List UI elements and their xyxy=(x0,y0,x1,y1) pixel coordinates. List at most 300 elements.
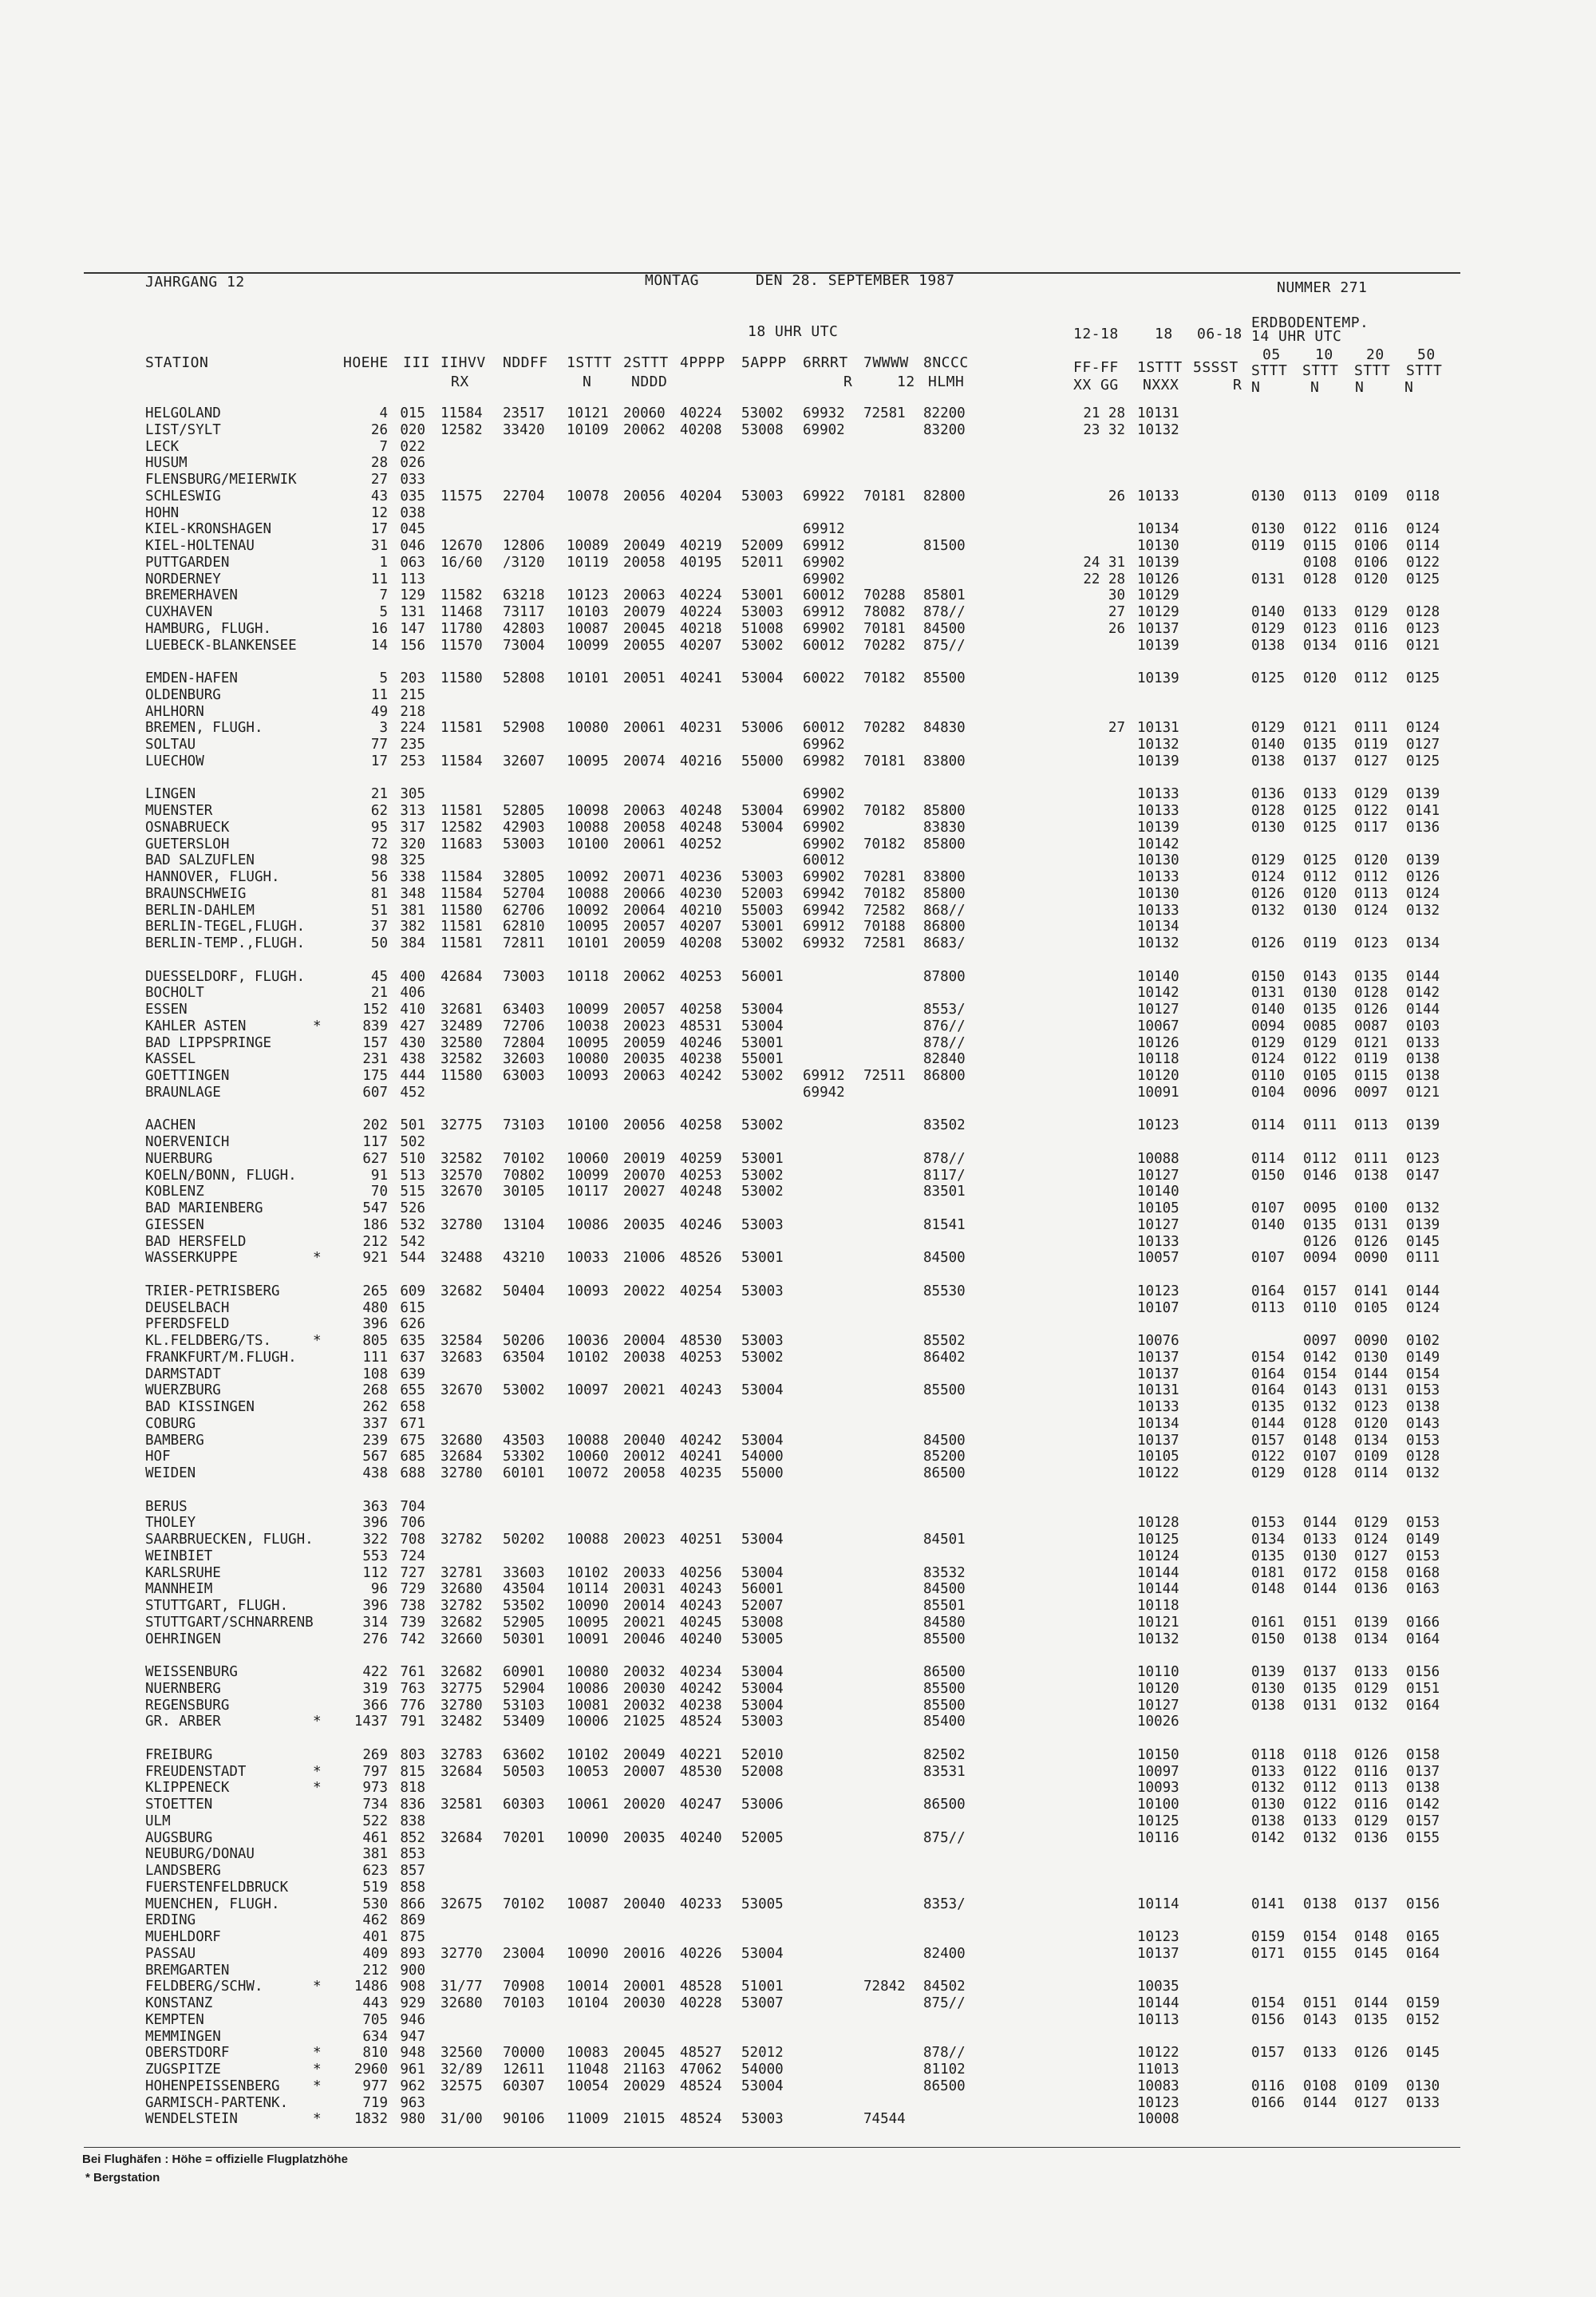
grp-1sttt: 10053 xyxy=(567,1763,609,1780)
elevation: 438 xyxy=(362,1465,388,1481)
footnote-mountain: * Bergstation xyxy=(85,2171,160,2184)
grp-r1sttt: 10131 xyxy=(1137,405,1179,421)
soil-50: 0124 xyxy=(1406,1299,1440,1316)
station-name: GIESSEN xyxy=(145,1216,204,1233)
grp-2sttt: 20056 xyxy=(623,1117,666,1134)
grp-5appp: 55001 xyxy=(741,1051,784,1068)
soil-05: 0150 xyxy=(1251,968,1286,985)
grp-5appp: 53004 xyxy=(741,1018,784,1034)
grp-2sttt: 20057 xyxy=(623,919,666,935)
grp-2sttt: 20049 xyxy=(623,1746,666,1763)
station-id: 063 xyxy=(400,554,425,571)
grp-2sttt: 20059 xyxy=(623,1034,666,1051)
soil-10: 0112 xyxy=(1303,1780,1337,1797)
grp-2sttt: 20021 xyxy=(623,1614,666,1631)
grp-5appp: 56001 xyxy=(741,1581,784,1598)
grp-1sttt: 10054 xyxy=(567,2078,609,2094)
station-id: 235 xyxy=(400,737,425,753)
grp-4pppp: 40208 xyxy=(680,935,722,951)
elevation: 269 xyxy=(362,1746,388,1763)
grp-4pppp: 40251 xyxy=(680,1532,722,1548)
soil-20: 0130 xyxy=(1354,1349,1389,1366)
grp-iihvv: 11584 xyxy=(440,753,483,769)
grp-r1sttt: 10131 xyxy=(1137,1382,1179,1399)
grp-4pppp: 48528 xyxy=(680,1979,722,1995)
grp-5appp: 54000 xyxy=(741,2062,784,2078)
grp-6rrrt: 69962 xyxy=(803,737,845,753)
grp-r1sttt: 10144 xyxy=(1137,1581,1179,1598)
station-name: KAHLER ASTEN xyxy=(145,1018,247,1034)
grp-4pppp: 48530 xyxy=(680,1333,722,1349)
grp-8nccc: 85800 xyxy=(923,803,966,819)
period-18: 18 xyxy=(1155,326,1173,342)
table-row xyxy=(0,1995,1596,2011)
grp-nddff: 70201 xyxy=(503,1829,545,1846)
grp-4pppp: 47062 xyxy=(680,2062,722,2078)
soil-10: 0128 xyxy=(1303,1415,1337,1432)
grp-r1sttt: 10134 xyxy=(1137,919,1179,935)
soil-05: 0129 xyxy=(1251,1465,1286,1481)
grp-r1sttt: 10144 xyxy=(1137,1564,1179,1581)
elevation: 1 xyxy=(379,554,388,571)
elevation: 98 xyxy=(370,852,388,869)
table-row xyxy=(0,1979,1596,1995)
soil-20: 0121 xyxy=(1354,1034,1389,1051)
soil-10: 0132 xyxy=(1303,1829,1337,1846)
soil-20: 0148 xyxy=(1354,1929,1389,1945)
soil-50: 0154 xyxy=(1406,1366,1440,1382)
grp-nddff: 53409 xyxy=(503,1714,545,1730)
table-row xyxy=(0,1433,1596,1449)
grp-2sttt: 20063 xyxy=(623,587,666,604)
grp-5appp: 53001 xyxy=(741,587,784,604)
soil-05: 0164 xyxy=(1251,1366,1286,1382)
grp-2sttt: 20059 xyxy=(623,935,666,951)
grp-r1sttt: 10137 xyxy=(1137,1366,1179,1382)
soil-50: 0142 xyxy=(1406,1797,1440,1813)
grp-r1sttt: 11013 xyxy=(1137,2062,1179,2078)
station-name: FELDBERG/SCHW. xyxy=(145,1979,263,1995)
grp-2sttt: 20062 xyxy=(623,421,666,438)
station-id: 947 xyxy=(400,2028,425,2045)
grp-4pppp: 40226 xyxy=(680,1945,722,1962)
table-row xyxy=(0,852,1596,868)
grp-r1sttt: 10067 xyxy=(1137,1018,1179,1034)
table-row xyxy=(0,472,1596,488)
grp-r1sttt: 10076 xyxy=(1137,1333,1179,1349)
grp-iihvv: 32582 xyxy=(440,1051,483,1068)
station-name: HOHENPEISSENBERG xyxy=(145,2078,280,2094)
grp-4pppp: 40243 xyxy=(680,1382,722,1399)
grp-1sttt: 10099 xyxy=(567,637,609,654)
elevation: 108 xyxy=(362,1366,388,1382)
table-row xyxy=(0,1465,1596,1481)
grp-6rrrt: 69932 xyxy=(803,405,845,421)
elevation: 480 xyxy=(362,1299,388,1316)
table-row xyxy=(0,869,1596,885)
soil-10: 0125 xyxy=(1303,852,1337,869)
grp-5appp: 53004 xyxy=(741,803,784,819)
grp-1sttt: 10078 xyxy=(567,488,609,504)
mountain-station-mark: * xyxy=(313,1333,322,1349)
mountain-station-mark: * xyxy=(313,1018,322,1034)
table-row xyxy=(0,1714,1596,1730)
grp-8nccc: 83800 xyxy=(923,869,966,885)
grp-8nccc: 878// xyxy=(923,604,966,620)
grp-6rrrt: 69912 xyxy=(803,604,845,620)
grp-8nccc: 8683/ xyxy=(923,935,966,951)
grp-nddff: 53103 xyxy=(503,1697,545,1714)
grp-6rrrt: 60012 xyxy=(803,637,845,654)
station-name: FREIBURG xyxy=(145,1746,213,1763)
soil-05: 0113 xyxy=(1251,1299,1286,1316)
soil-50: 0165 xyxy=(1406,1929,1440,1945)
station-name: AHLHORN xyxy=(145,703,204,720)
soil-20: 0138 xyxy=(1354,1167,1389,1184)
soil-05: 0154 xyxy=(1251,1349,1286,1366)
station-id: 035 xyxy=(400,488,425,504)
elevation: 396 xyxy=(362,1316,388,1333)
grp-7wwww: 72581 xyxy=(863,405,906,421)
grp-1sttt: 10092 xyxy=(567,869,609,885)
table-row xyxy=(0,670,1596,686)
grp-r1sttt: 10123 xyxy=(1137,1117,1179,1134)
elevation: 705 xyxy=(362,2011,388,2028)
grp-2sttt: 20060 xyxy=(623,405,666,421)
grp-r1sttt: 10127 xyxy=(1137,1167,1179,1184)
elevation: 276 xyxy=(362,1631,388,1647)
soil-05: 0134 xyxy=(1251,1532,1286,1548)
elevation: 28 xyxy=(370,455,388,472)
grp-2sttt: 20064 xyxy=(623,902,666,919)
table-row xyxy=(0,1085,1596,1101)
col-hoehe: HOEHE xyxy=(343,354,389,371)
soil-10: 0129 xyxy=(1303,1034,1337,1051)
soil-50: 0138 xyxy=(1406,1068,1440,1084)
grp-8nccc: 86500 xyxy=(923,1664,966,1680)
table-row xyxy=(0,2111,1596,2127)
grp-1sttt: 10088 xyxy=(567,1432,609,1449)
grp-4pppp: 40224 xyxy=(680,587,722,604)
grp-6rrrt: 60012 xyxy=(803,852,845,869)
elevation: 49 xyxy=(370,703,388,720)
grp-nddff: 12806 xyxy=(503,538,545,554)
grp-r1sttt: 10126 xyxy=(1137,571,1179,587)
station-name: WUERZBURG xyxy=(145,1382,221,1399)
soil-05: 0138 xyxy=(1251,1813,1286,1829)
soil-50: 0130 xyxy=(1406,2078,1440,2094)
grp-5appp: 53001 xyxy=(741,1150,784,1167)
soil-10: 0126 xyxy=(1303,1233,1337,1250)
station-id: 381 xyxy=(400,902,425,919)
table-row xyxy=(0,538,1596,554)
grp-r1sttt: 10114 xyxy=(1137,1896,1179,1912)
grp-nddff: 72811 xyxy=(503,935,545,951)
grp-2sttt: 20020 xyxy=(623,1797,666,1813)
station-id: 803 xyxy=(400,1746,425,1763)
elevation: 401 xyxy=(362,1929,388,1945)
station-name: MUENCHEN, FLUGH. xyxy=(145,1896,280,1912)
grp-5appp: 55003 xyxy=(741,902,784,919)
soil-05: 0133 xyxy=(1251,1763,1286,1780)
elevation: 265 xyxy=(362,1283,388,1299)
grp-5appp: 53002 xyxy=(741,1184,784,1200)
elevation: 14 xyxy=(370,637,388,654)
grp-2sttt: 20063 xyxy=(623,1068,666,1084)
table-row xyxy=(0,1382,1596,1398)
grp-iihvv: 32780 xyxy=(440,1465,483,1481)
grp-r1sttt: 10130 xyxy=(1137,852,1179,869)
station-id: 338 xyxy=(400,869,425,885)
grp-7wwww: 70188 xyxy=(863,919,906,935)
soil-20: 0119 xyxy=(1354,1051,1389,1068)
soil-05: 0136 xyxy=(1251,786,1286,803)
grp-1sttt: 10090 xyxy=(567,1598,609,1614)
col-soil-50: STTT xyxy=(1406,362,1443,379)
grp-4pppp: 40224 xyxy=(680,405,722,421)
grp-iihvv: 11780 xyxy=(440,620,483,637)
soil-10: 0115 xyxy=(1303,538,1337,554)
table-row xyxy=(0,1051,1596,1067)
grp-nddff: 52904 xyxy=(503,1680,545,1697)
wind-ff: 24 31 xyxy=(1083,554,1125,571)
soil-20: 0120 xyxy=(1354,852,1389,869)
station-id: 639 xyxy=(400,1366,425,1382)
grp-1sttt: 10072 xyxy=(567,1465,609,1481)
soil-50: 0139 xyxy=(1406,852,1440,869)
grp-8nccc: 8553/ xyxy=(923,1002,966,1018)
mountain-station-mark: * xyxy=(313,1763,322,1780)
soil-20: 0129 xyxy=(1354,1680,1389,1697)
col-soil-20-sub: N xyxy=(1355,379,1365,396)
grp-iihvv: 32584 xyxy=(440,1333,483,1349)
station-name: WENDELSTEIN xyxy=(145,2111,238,2128)
table-row xyxy=(0,1068,1596,1084)
grp-8nccc: 82502 xyxy=(923,1746,966,1763)
soil-10: 0148 xyxy=(1303,1432,1337,1449)
table-row xyxy=(0,488,1596,504)
grp-4pppp: 40258 xyxy=(680,1002,722,1018)
station-id: 980 xyxy=(400,2111,425,2128)
grp-1sttt: 10102 xyxy=(567,1349,609,1366)
station-id: 406 xyxy=(400,985,425,1002)
soil-50: 0111 xyxy=(1406,1250,1440,1267)
table-row xyxy=(0,1664,1596,1680)
mountain-station-mark: * xyxy=(313,1250,322,1267)
table-row xyxy=(0,621,1596,637)
grp-2sttt: 20040 xyxy=(623,1896,666,1912)
grp-8nccc: 82200 xyxy=(923,405,966,421)
grp-2sttt: 20045 xyxy=(623,620,666,637)
grp-nddff: 70802 xyxy=(503,1167,545,1184)
soil-20: 0109 xyxy=(1354,488,1389,504)
grp-2sttt: 20014 xyxy=(623,1598,666,1614)
elevation: 805 xyxy=(362,1333,388,1349)
soil-05: 0125 xyxy=(1251,670,1286,686)
grp-5appp: 51001 xyxy=(741,1979,784,1995)
station-name: KEMPTEN xyxy=(145,2011,204,2028)
soil-05: 0131 xyxy=(1251,571,1286,587)
grp-2sttt: 20038 xyxy=(623,1349,666,1366)
soil-50: 0123 xyxy=(1406,620,1440,637)
grp-7wwww: 70182 xyxy=(863,803,906,819)
soil-05: 0114 xyxy=(1251,1117,1286,1134)
table-row xyxy=(0,422,1596,438)
grp-1sttt: 10090 xyxy=(567,1829,609,1846)
grp-6rrrt: 69982 xyxy=(803,753,845,769)
soil-20: 0109 xyxy=(1354,1449,1389,1465)
station-id: 727 xyxy=(400,1564,425,1581)
soil-10: 0125 xyxy=(1303,803,1337,819)
soil-10: 0138 xyxy=(1303,1896,1337,1912)
grp-8nccc: 84580 xyxy=(923,1614,966,1631)
soil-20: 0134 xyxy=(1354,1432,1389,1449)
grp-r1sttt: 10124 xyxy=(1137,1548,1179,1564)
elevation: 409 xyxy=(362,1945,388,1962)
grp-4pppp: 40216 xyxy=(680,753,722,769)
grp-r1sttt: 10127 xyxy=(1137,1002,1179,1018)
station-name: STOETTEN xyxy=(145,1797,213,1813)
grp-6rrrt: 69942 xyxy=(803,1084,845,1101)
elevation: 152 xyxy=(362,1002,388,1018)
soil-10: 0143 xyxy=(1303,968,1337,985)
station-id: 430 xyxy=(400,1034,425,1051)
soil-10: 0118 xyxy=(1303,1746,1337,1763)
elevation: 396 xyxy=(362,1515,388,1532)
elevation: 117 xyxy=(362,1134,388,1150)
grp-nddff: 70102 xyxy=(503,1150,545,1167)
table-row xyxy=(0,555,1596,571)
station-name: ESSEN xyxy=(145,1002,188,1018)
station-id: 501 xyxy=(400,1117,425,1134)
grp-nddff: 32607 xyxy=(503,753,545,769)
col-r1sttt: 1STTT xyxy=(1137,359,1183,376)
soil-10: 0133 xyxy=(1303,604,1337,620)
soil-50: 0128 xyxy=(1406,604,1440,620)
soil-50: 0124 xyxy=(1406,521,1440,538)
station-id: 836 xyxy=(400,1797,425,1813)
soil-20: 0123 xyxy=(1354,935,1389,951)
depth-20: 20 xyxy=(1366,346,1385,363)
soil-20: 0090 xyxy=(1354,1333,1389,1349)
station-id: 776 xyxy=(400,1697,425,1714)
station-id: 026 xyxy=(400,455,425,472)
grp-iihvv: 32780 xyxy=(440,1697,483,1714)
report-date: DEN 28. SEPTEMBER 1987 xyxy=(756,272,955,289)
grp-5appp: 53003 xyxy=(741,869,784,885)
elevation: 239 xyxy=(362,1432,388,1449)
mountain-station-mark: * xyxy=(313,1714,322,1730)
grp-4pppp: 40245 xyxy=(680,1614,722,1631)
station-id: 635 xyxy=(400,1333,425,1349)
grp-iihvv: 32/89 xyxy=(440,2062,483,2078)
station-id: 348 xyxy=(400,885,425,902)
grp-4pppp: 40252 xyxy=(680,836,722,852)
soil-05: 0153 xyxy=(1251,1515,1286,1532)
grp-5appp: 53003 xyxy=(741,1283,784,1299)
table-row xyxy=(0,1797,1596,1813)
station-id: 729 xyxy=(400,1581,425,1598)
station-id: 948 xyxy=(400,2045,425,2062)
grp-5appp: 52011 xyxy=(741,554,784,571)
col-station: STATION xyxy=(145,354,209,371)
grp-r1sttt: 10120 xyxy=(1137,1680,1179,1697)
grp-nddff: 50206 xyxy=(503,1333,545,1349)
station-name: STUTTGART/SCHNARRENB xyxy=(145,1614,314,1631)
grp-r1sttt: 10134 xyxy=(1137,521,1179,538)
grp-1sttt: 10095 xyxy=(567,753,609,769)
grp-r1sttt: 10127 xyxy=(1137,1697,1179,1714)
soil-10: 0137 xyxy=(1303,753,1337,769)
soil-50: 0155 xyxy=(1406,1829,1440,1846)
station-name: BOCHOLT xyxy=(145,985,204,1002)
grp-nddff: 32603 xyxy=(503,1051,545,1068)
elevation: 21 xyxy=(370,985,388,1002)
col-iihvv: IIHVV xyxy=(440,354,486,371)
grp-5appp: 53002 xyxy=(741,1349,784,1366)
col-soil-05-sub: N xyxy=(1251,379,1261,396)
grp-4pppp: 40230 xyxy=(680,885,722,902)
grp-6rrrt: 60012 xyxy=(803,720,845,737)
elevation: 231 xyxy=(362,1051,388,1068)
soil-05: 0141 xyxy=(1251,1896,1286,1912)
grp-4pppp: 40238 xyxy=(680,1051,722,1068)
grp-r1sttt: 10125 xyxy=(1137,1532,1179,1548)
grp-iihvv: 31/77 xyxy=(440,1979,483,1995)
station-id: 685 xyxy=(400,1449,425,1465)
grp-8nccc: 878// xyxy=(923,1034,966,1051)
grp-1sttt: 10100 xyxy=(567,836,609,852)
grp-1sttt: 10081 xyxy=(567,1697,609,1714)
grp-8nccc: 875// xyxy=(923,1995,966,2011)
weekday: MONTAG xyxy=(645,272,700,289)
grp-nddff: 60303 xyxy=(503,1797,545,1813)
grp-1sttt: 10014 xyxy=(567,1979,609,1995)
grp-7wwww: 70282 xyxy=(863,637,906,654)
soil-20: 0105 xyxy=(1354,1299,1389,1316)
grp-iihvv: 32682 xyxy=(440,1283,483,1299)
soil-20: 0112 xyxy=(1354,670,1389,686)
soil-50: 0149 xyxy=(1406,1349,1440,1366)
grp-nddff: 63504 xyxy=(503,1349,545,1366)
soil-20: 0136 xyxy=(1354,1829,1389,1846)
station-name: COBURG xyxy=(145,1415,196,1432)
grp-8nccc: 86500 xyxy=(923,1797,966,1813)
grp-8nccc: 84500 xyxy=(923,620,966,637)
col-1sttt-sub: N xyxy=(583,374,592,390)
soil-20: 0100 xyxy=(1354,1200,1389,1216)
grp-r1sttt: 10131 xyxy=(1137,720,1179,737)
grp-1sttt: 11048 xyxy=(567,2062,609,2078)
table-row xyxy=(0,1117,1596,1133)
grp-7wwww: 74544 xyxy=(863,2111,906,2128)
grp-iihvv: 11584 xyxy=(440,405,483,421)
soil-05: 0132 xyxy=(1251,1780,1286,1797)
table-row xyxy=(0,1217,1596,1233)
grp-6rrrt: 69902 xyxy=(803,786,845,803)
grp-1sttt: 10093 xyxy=(567,1283,609,1299)
grp-iihvv: 11575 xyxy=(440,488,483,504)
elevation: 11 xyxy=(370,571,388,587)
grp-r1sttt: 10113 xyxy=(1137,2011,1179,2028)
soil-10: 0154 xyxy=(1303,1366,1337,1382)
table-row xyxy=(0,1780,1596,1796)
table-row xyxy=(0,1184,1596,1200)
soil-10: 0112 xyxy=(1303,1150,1337,1167)
soil-20: 0113 xyxy=(1354,1117,1389,1134)
grp-2sttt: 20040 xyxy=(623,1432,666,1449)
soil-05: 0130 xyxy=(1251,488,1286,504)
